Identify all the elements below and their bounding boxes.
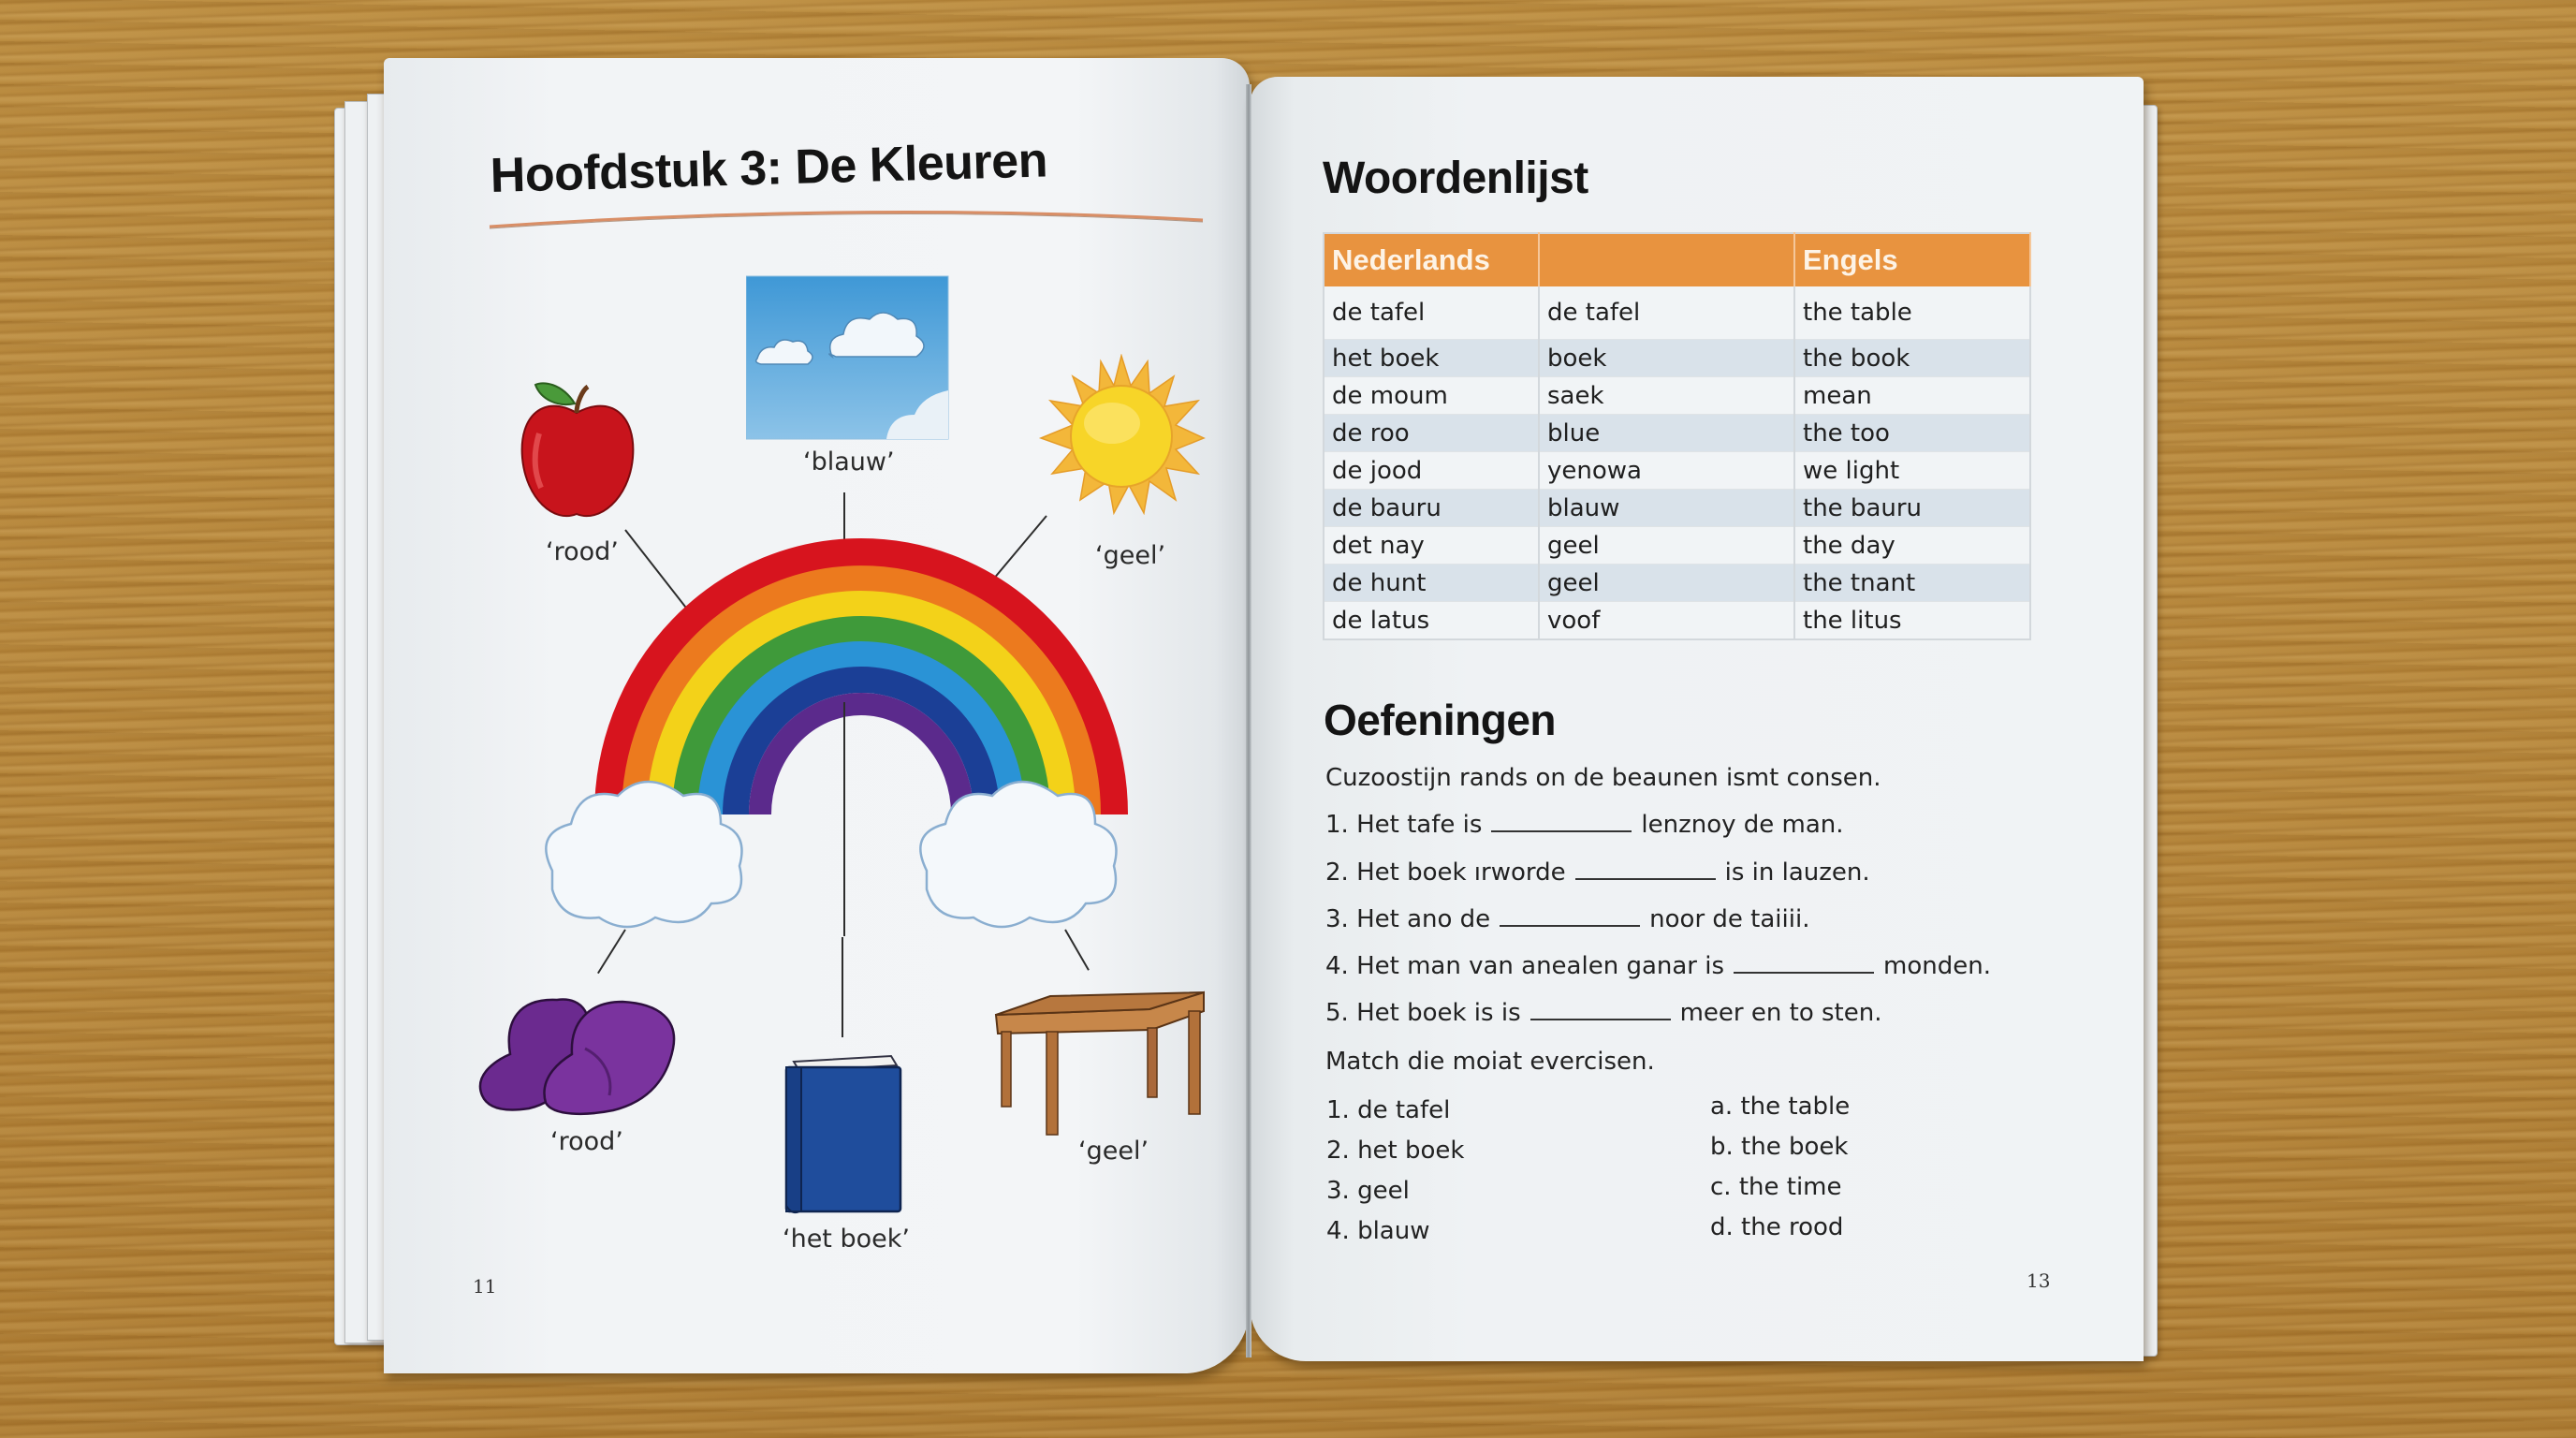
cell: de moum: [1324, 377, 1539, 415]
fill-in-item-5: [1325, 999, 1881, 1027]
shoes-icon: [473, 983, 683, 1119]
match-right-b: b. the boek: [1710, 1133, 1849, 1161]
fill-in-blank[interactable]: [1575, 861, 1716, 880]
cell: the tnant: [1794, 565, 2030, 602]
page-number-right: 13: [2027, 1269, 2051, 1292]
exercises-title: Oefeningen: [1324, 696, 1557, 744]
blue-book-icon: [781, 1047, 907, 1217]
sky-picture: [746, 274, 950, 443]
fill-in-before: 2. Het boek ırworde: [1325, 858, 1566, 887]
vocabulary-table: [1323, 232, 2031, 640]
cell: de latus: [1324, 602, 1539, 640]
label-blauw: ‘blauw’: [803, 448, 895, 477]
label-geel-bottom: ‘geel’: [1078, 1137, 1149, 1166]
label-geel-top: ‘geel’: [1095, 541, 1166, 570]
cell: het boek: [1324, 340, 1539, 377]
table-header-row: [1324, 233, 2030, 286]
fill-in-before: 4. Het man van anealen ganar is: [1325, 952, 1725, 980]
match-left-2: 2. het boek: [1326, 1137, 1465, 1165]
title-underline: [487, 197, 1208, 234]
fill-in-item-3: [1325, 905, 1809, 933]
header-engels: Engels: [1794, 233, 2030, 286]
cell: yenowa: [1539, 452, 1794, 490]
fill-in-blank[interactable]: [1734, 955, 1874, 974]
cell: saek: [1539, 377, 1794, 415]
cell: de tafel: [1539, 286, 1794, 340]
book-spine: [1246, 84, 1251, 1357]
header-blank: [1539, 233, 1794, 286]
fill-in-blank[interactable]: [1500, 908, 1640, 927]
cell: the book: [1794, 340, 2030, 377]
cell: we light: [1794, 452, 2030, 490]
cell: de tafel: [1324, 286, 1539, 340]
table-row: [1324, 452, 2030, 490]
cell: the day: [1794, 527, 2030, 565]
table-row: [1324, 490, 2030, 527]
label-rood-top: ‘rood’: [546, 537, 619, 566]
table-row: [1324, 602, 2030, 640]
cell: de jood: [1324, 452, 1539, 490]
cell: blauw: [1539, 490, 1794, 527]
match-left-1: 1. de tafel: [1326, 1096, 1451, 1124]
table-row: [1324, 286, 2030, 340]
match-right-c: c. the time: [1710, 1173, 1842, 1201]
match-right-d: d. the rood: [1710, 1213, 1844, 1241]
label-het-boek: ‘het boek’: [783, 1225, 910, 1254]
fill-in-item-2: [1325, 858, 1870, 887]
rainbow-illustration: [524, 534, 1198, 936]
table-row: [1324, 340, 2030, 377]
table-row: [1324, 565, 2030, 602]
cell: the too: [1794, 415, 2030, 452]
match-right-a: a. the table: [1710, 1093, 1851, 1121]
glossary-title: Woordenlijst: [1323, 154, 1588, 203]
fill-in-item-4: [1325, 952, 1991, 980]
cell: boek: [1539, 340, 1794, 377]
cell: geel: [1539, 565, 1794, 602]
fill-in-before: 1. Het tafe is: [1325, 811, 1483, 839]
table-row: [1324, 527, 2030, 565]
fill-in-blank[interactable]: [1491, 814, 1632, 832]
match-left-3: 3. geel: [1326, 1177, 1410, 1205]
connector-book: [842, 937, 843, 1037]
fill-in-after: is in lauzen.: [1724, 858, 1870, 887]
cell: de bauru: [1324, 490, 1539, 527]
fill-in-item-1: [1325, 811, 1844, 839]
fill-in-before: 5. Het boek is is: [1325, 999, 1521, 1027]
page-number-left: 11: [473, 1275, 497, 1298]
cell: the litus: [1794, 602, 2030, 640]
apple-icon: [517, 377, 638, 527]
match-instruction: Match die moiat evercisen.: [1325, 1048, 1655, 1076]
cell: mean: [1794, 377, 2030, 415]
table-row: [1324, 377, 2030, 415]
match-left-4: 4. blauw: [1326, 1217, 1430, 1245]
fill-in-blank[interactable]: [1530, 1002, 1671, 1020]
fill-in-before: 3. Het ano de: [1325, 905, 1491, 933]
cell: the bauru: [1794, 490, 2030, 527]
chapter-title: Hoofdstuk 3: De Kleuren: [490, 133, 1048, 203]
fill-in-after: lenznoy de man.: [1641, 811, 1844, 839]
fill-in-after: meer en to sten.: [1679, 999, 1882, 1027]
cell: de hunt: [1324, 565, 1539, 602]
exercises-instruction: Cuzoostijn rands on de beaunen ismt consen.: [1325, 764, 1881, 792]
table-icon: [990, 981, 1208, 1140]
cell: the table: [1794, 286, 2030, 340]
sun-icon: [1037, 354, 1206, 515]
cell: voof: [1539, 602, 1794, 640]
fill-in-after: monden.: [1883, 952, 1991, 980]
cell: blue: [1539, 415, 1794, 452]
cell: det nay: [1324, 527, 1539, 565]
cell: de roo: [1324, 415, 1539, 452]
cell: geel: [1539, 527, 1794, 565]
header-nederlands: Nederlands: [1324, 233, 1539, 286]
fill-in-after: noor de taiiii.: [1649, 905, 1810, 933]
label-rood-bottom: ‘rood’: [550, 1127, 623, 1156]
table-row: [1324, 415, 2030, 452]
